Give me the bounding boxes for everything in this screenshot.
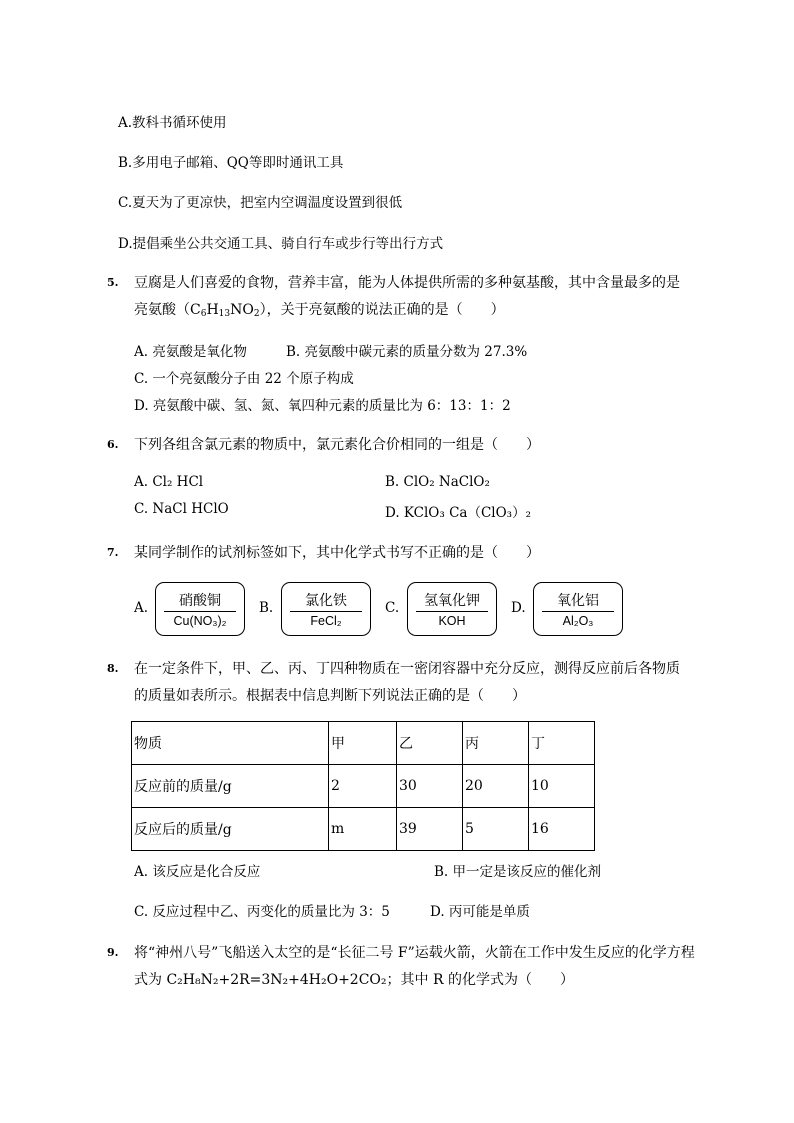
q7-label-c-letter: C. [385,600,400,616]
table-row [132,765,595,808]
q8-stem-line2: 的质量如表所示。根据表中信息判断下列说法正确的是（ ） [134,688,526,704]
q7-label-a-letter: A. [134,600,149,616]
table-cell: 16 [529,808,595,851]
label-divider [164,611,236,612]
label-name: 氯化铁 [305,593,347,609]
q8-stem-line1: 在一定条件下，甲、乙、丙、丁四种物质在一密闭容器中充分反应，测得反应前后各物质 [134,661,680,677]
label-name: 氧化铝 [557,593,599,609]
q7-label-b [281,582,371,636]
q4-option-d: D.提倡乘坐公共交通工具、骑自行车或步行等出行方式 [118,236,444,252]
table-cell: 30 [397,765,463,808]
q7-label-a [155,582,245,636]
q8-option-a: A. 该反应是化合反应 [134,864,261,880]
q8-option-c: C. 反应过程中乙、丙变化的质量比为 3：5 [134,904,390,920]
table-cell: 10 [529,765,595,808]
label-name: 硝酸铜 [179,593,221,609]
q6-option-c: C. NaCl HClO [134,501,229,517]
label-divider [290,611,362,612]
table-cell: 20 [463,765,529,808]
q7-number: 7. [107,546,119,559]
q6-option-b: B. ClO₂ NaClO₂ [385,474,490,490]
q4-option-b: B.多用电子邮箱、QQ等即时通讯工具 [118,155,344,171]
q9-stem-line2: 式为 C₂H₈N₂+2R=3N₂+4H₂O+2CO₂；其中 R 的化学式为（ ） [134,972,574,988]
label-formula: KOH [438,614,466,628]
table-cell: m [329,808,397,851]
q5-number: 5. [107,276,119,289]
q7-stem: 某同学制作的试剂标签如下，其中化学式书写不正确的是（ ） [134,545,540,561]
q8-option-b: B. 甲一定是该反应的催化剂 [434,864,602,880]
label-divider [416,611,488,612]
q6-number: 6. [107,438,119,451]
q9-number: 9. [107,946,119,959]
table-row [132,808,595,851]
q7-label-b-letter: B. [259,600,274,616]
label-formula: FeCl₂ [310,614,342,628]
label-formula: Cu(NO₃)₂ [173,614,227,628]
table-cell: 物质 [132,722,329,765]
table-cell: 反应前的质量/g [132,765,329,808]
q8-number: 8. [107,662,119,675]
mass-table [131,721,595,851]
q4-option-a: A.教科书循环使用 [118,115,227,131]
label-name: 氢氧化钾 [424,593,480,609]
q5-option-d: D. 亮氨酸中碳、氢、氮、氧四种元素的质量比为 6：13：1：2 [134,398,511,414]
table-cell: 丁 [529,722,595,765]
table-cell: 反应后的质量/g [132,808,329,851]
q9-stem-line1: 将“神州八号”飞船送入太空的是“长征二号 F”运载火箭，火箭在工作中发生反应的化学方程 [134,945,695,961]
q6-option-d: D. KClO₃ Ca（ClO₃）₂ [385,505,531,521]
table-header-row [132,722,595,765]
table-cell: 甲 [329,722,397,765]
q5-option-a: A. 亮氨酸是氧化物 [134,344,247,360]
label-divider [542,611,614,612]
q5-stem-line1: 豆腐是人们喜爱的食物，营养丰富，能为人体提供所需的多种氨基酸，其中含量最多的是 [134,275,680,291]
table-cell: 5 [463,808,529,851]
table-cell: 39 [397,808,463,851]
label-formula: Al₂O₃ [562,614,594,628]
q6-option-a: A. Cl₂ HCl [134,474,204,490]
q4-option-c: C.夏天为了更凉快，把室内空调温度设置到很低 [118,195,403,211]
q7-label-d [533,582,623,636]
q6-stem: 下列各组含氯元素的物质中，氯元素化合价相同的一组是（ ） [134,437,540,453]
q7-label-d-letter: D. [511,600,526,616]
table-cell: 2 [329,765,397,808]
q8-option-d: D. 丙可能是单质 [430,904,530,920]
q5-option-c: C. 一个亮氨酸分子由 22 个原子构成 [134,371,354,387]
table-cell: 乙 [397,722,463,765]
table-cell: 丙 [463,722,529,765]
q5-option-b: B. 亮氨酸中碳元素的质量分数为 27.3% [286,344,528,360]
q5-stem-line2: 亮氨酸$(C_6H_{13}NO_2)$，关于亮氨酸的说法正确的是（ ） [134,302,505,319]
q7-label-c [407,582,497,636]
